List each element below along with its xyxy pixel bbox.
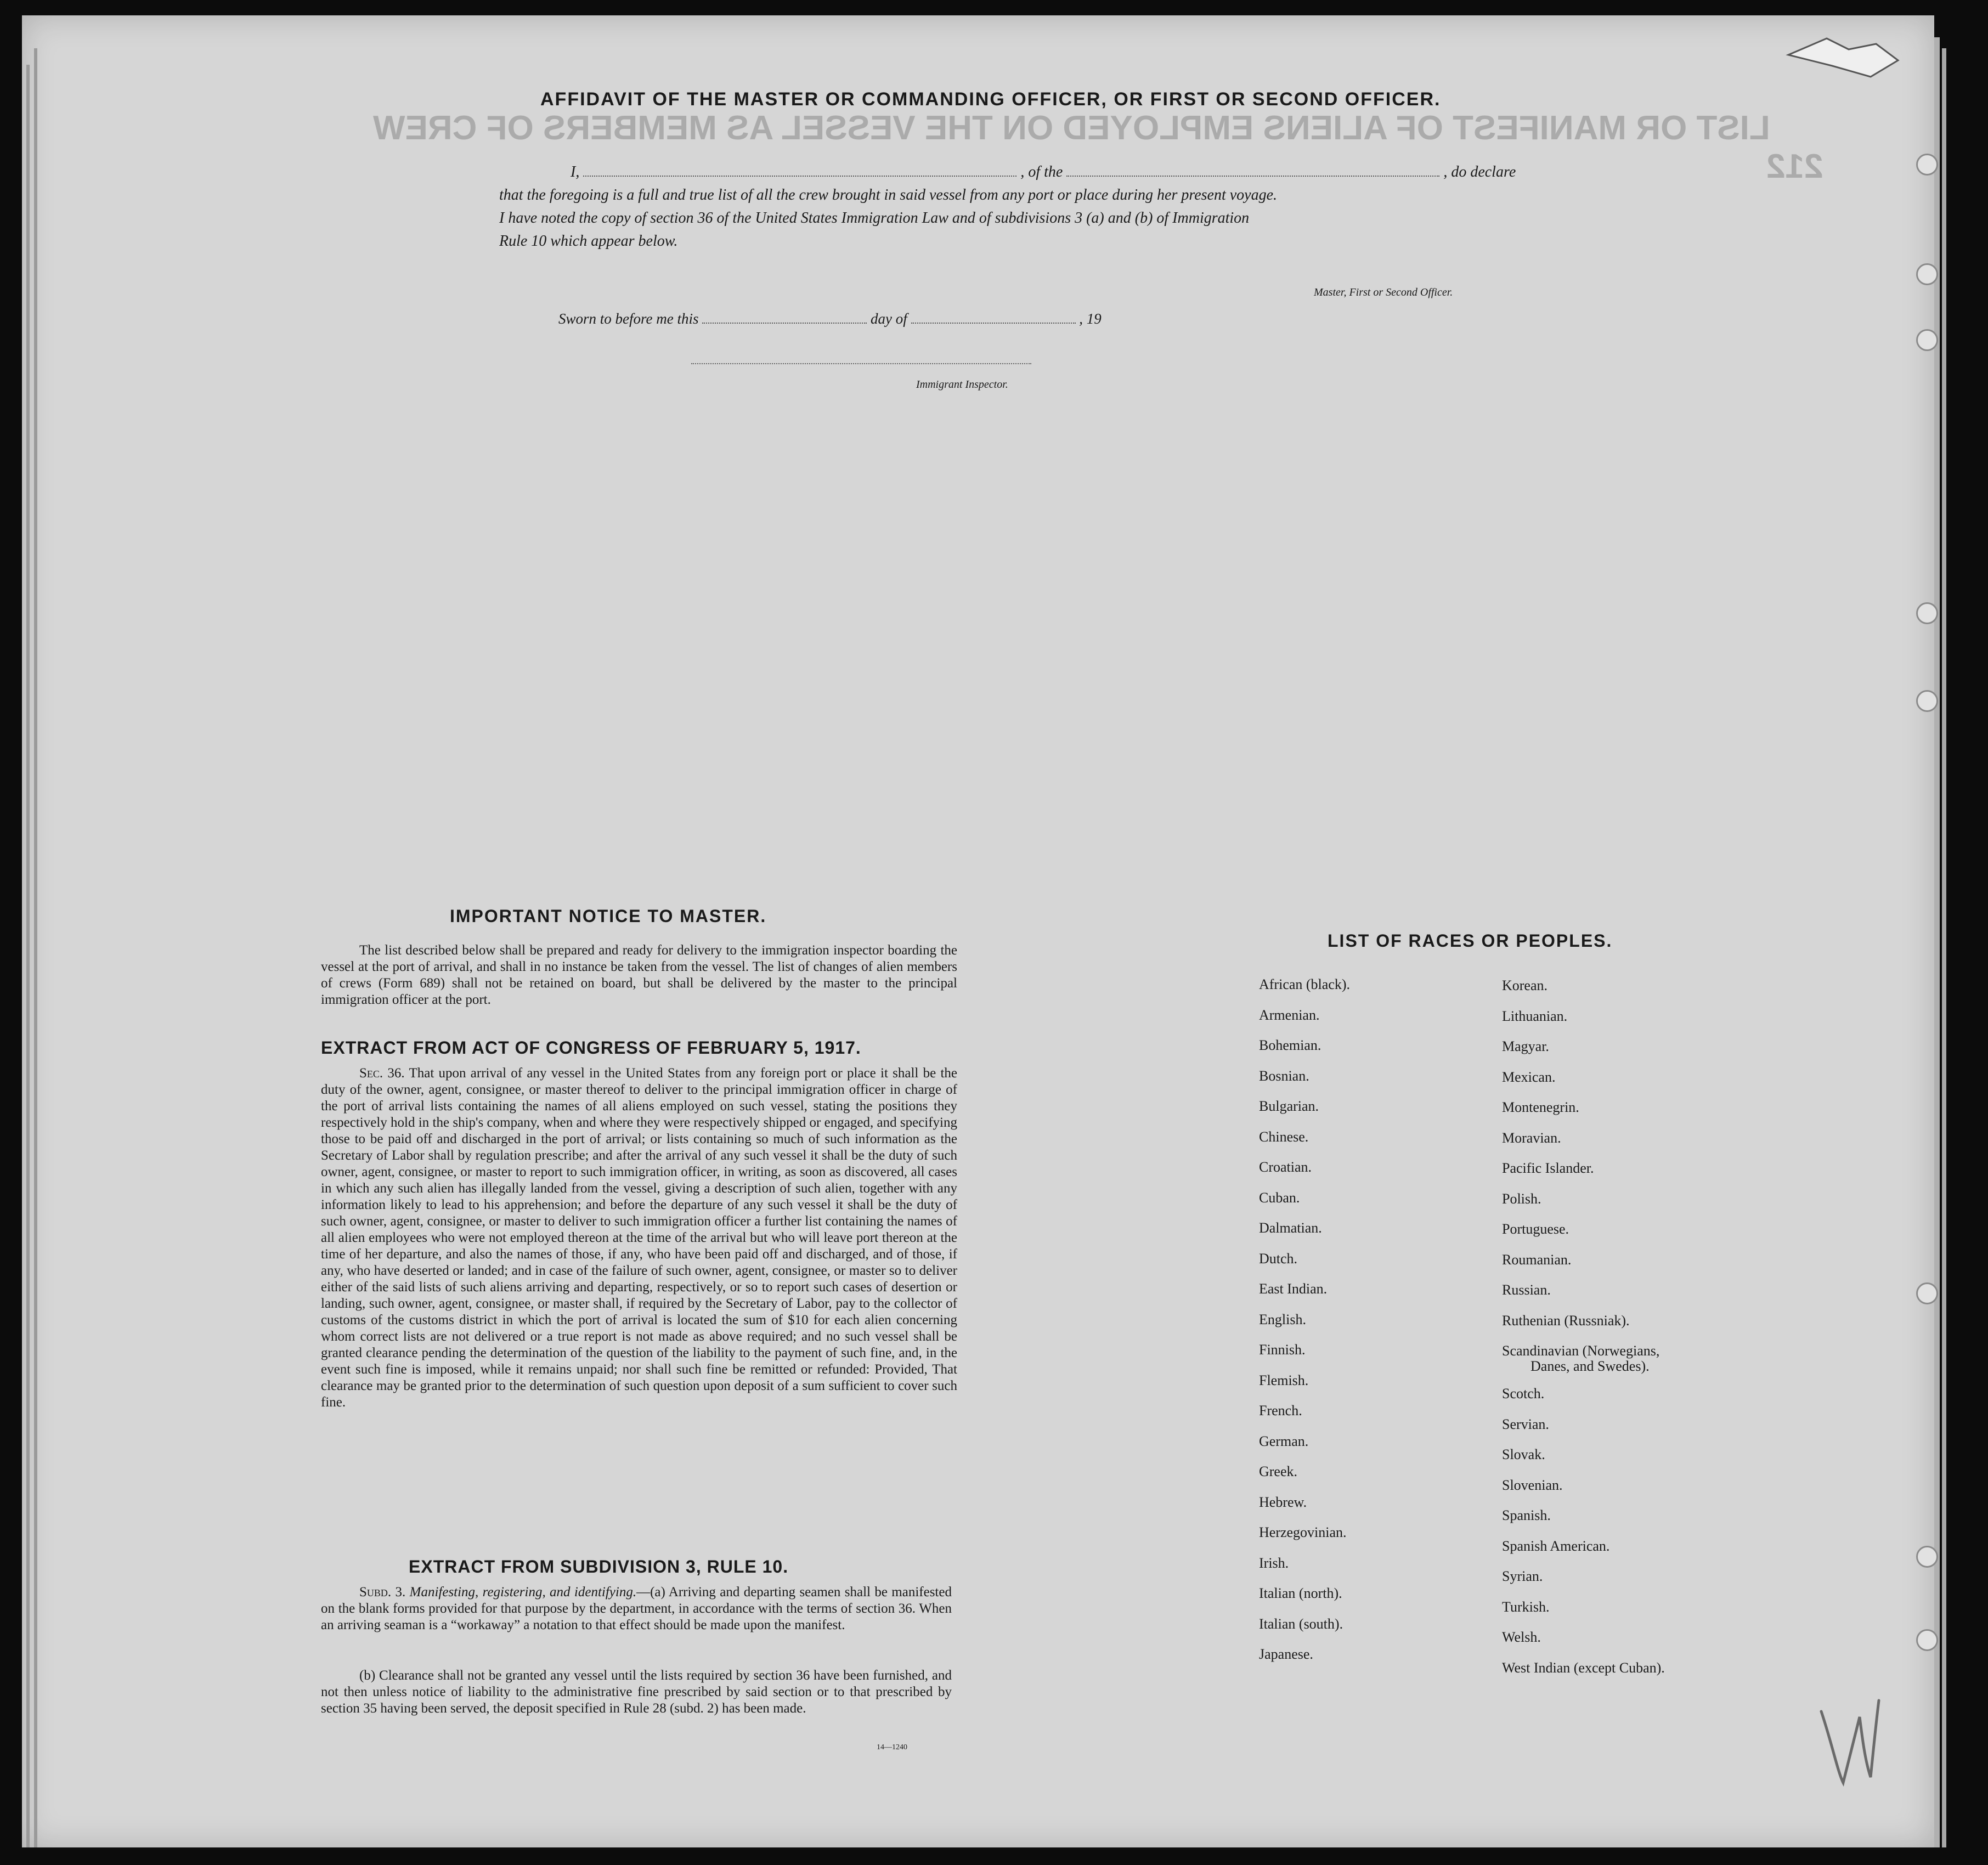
page-stack-edge bbox=[1934, 37, 1940, 1847]
race-item: Croatian. bbox=[1259, 1159, 1312, 1175]
punch-hole bbox=[1916, 602, 1938, 624]
race-item: Syrian. bbox=[1502, 1568, 1543, 1584]
race-item: Roumanian. bbox=[1502, 1251, 1572, 1268]
subd-label: Subd. 3. bbox=[359, 1585, 406, 1600]
race-item: Bohemian. bbox=[1259, 1037, 1321, 1053]
race-item: Greek. bbox=[1259, 1463, 1298, 1479]
race-item: Servian. bbox=[1502, 1416, 1549, 1432]
inspector-label: Immigrant Inspector. bbox=[916, 378, 1008, 391]
inspector-signature-line bbox=[691, 363, 1031, 364]
page-stack-edge bbox=[26, 65, 30, 1847]
race-item: Portuguese. bbox=[1502, 1221, 1569, 1237]
month-blank bbox=[911, 323, 1076, 324]
page-stack-edge bbox=[34, 48, 37, 1847]
bleedthrough-title: LIST OR MANIFEST OF ALIENS EMPLOYED ON THE VESSEL AS MEMBERS OF CREW bbox=[373, 109, 1770, 147]
day-blank bbox=[702, 323, 867, 324]
race-item: Italian (south). bbox=[1259, 1615, 1343, 1632]
race-item: Ruthenian (Russniak). bbox=[1502, 1312, 1630, 1329]
sworn-line bbox=[558, 310, 1102, 327]
race-item: East Indian. bbox=[1259, 1281, 1328, 1297]
race-item: Spanish. bbox=[1502, 1507, 1551, 1523]
extract-act-title: EXTRACT FROM ACT OF CONGRESS OF FEBRUARY 5, 1917. bbox=[321, 1038, 861, 1058]
race-item: Dalmatian. bbox=[1259, 1220, 1322, 1236]
bleedthrough-page-number: 212 bbox=[1766, 148, 1823, 185]
race-item: Mexican. bbox=[1502, 1069, 1556, 1085]
pencil-mark bbox=[1810, 1679, 1887, 1788]
extract-act-text bbox=[321, 1065, 957, 1411]
affidavit-line-3: I have noted the copy of section 36 of the United States Immigration Law and of subdivisions 3 (a) and (b) of Immigration bbox=[499, 210, 1250, 227]
punch-hole bbox=[1916, 154, 1938, 176]
race-item: Moravian. bbox=[1502, 1129, 1561, 1146]
sworn-prefix: Sworn to before me this bbox=[558, 310, 699, 327]
race-item: Magyar. bbox=[1502, 1038, 1549, 1054]
race-item: Danes, and Swedes). bbox=[1530, 1358, 1650, 1374]
race-item: Scandinavian (Norwegians, bbox=[1502, 1343, 1660, 1359]
subd-heading: Manifesting, registering, and identifying. bbox=[409, 1585, 637, 1600]
punch-hole bbox=[1916, 263, 1938, 285]
races-title: LIST OF RACES OR PEOPLES. bbox=[1328, 931, 1613, 951]
race-item: Bulgarian. bbox=[1259, 1098, 1319, 1114]
punch-hole bbox=[1916, 1282, 1938, 1304]
race-item: Chinese. bbox=[1259, 1128, 1309, 1145]
affidavit-i: I, bbox=[571, 163, 580, 180]
extract-rule-title: EXTRACT FROM SUBDIVISION 3, RULE 10. bbox=[409, 1557, 789, 1576]
race-item: Slovenian. bbox=[1502, 1477, 1563, 1493]
race-item: Flemish. bbox=[1259, 1372, 1309, 1388]
notice-text: The list described below shall be prepared and ready for delivery to the immigration inspector boarding the vessel at the port of arrival, and shall in no instance be taken from the vessel. The list of changes of alien members of crews (Form 689) shall not be retained on board, but shall be delivered by the master to the principal immigration officer at the port. bbox=[321, 943, 957, 1007]
affidavit-line-1 bbox=[571, 163, 1516, 181]
rule-para-a bbox=[321, 1584, 952, 1634]
notice-title: IMPORTANT NOTICE TO MASTER. bbox=[450, 906, 767, 926]
race-item: Montenegrin. bbox=[1502, 1099, 1579, 1115]
race-item: Turkish. bbox=[1502, 1598, 1550, 1615]
race-item: Korean. bbox=[1502, 977, 1548, 993]
torn-corner bbox=[1783, 33, 1904, 93]
subd-text-a: —(a) Arriving and departing seamen shall be manifested on the blank forms provided for that purpose by the department, in accordance with the terms of section 36. When an arriving seaman is a “workaway” a notation to that effect should be made upon the manifest. bbox=[321, 1585, 952, 1632]
race-item: Herzegovinian. bbox=[1259, 1524, 1347, 1540]
race-item: Russian. bbox=[1502, 1282, 1551, 1298]
affidavit-line-2: that the foregoing is a full and true list of all the crew brought in said vessel from any port or place during her present voyage. bbox=[499, 187, 1278, 204]
name-blank bbox=[583, 176, 1016, 177]
race-item: West Indian (except Cuban). bbox=[1502, 1659, 1665, 1676]
race-item: Hebrew. bbox=[1259, 1494, 1307, 1510]
race-item: Pacific Islander. bbox=[1502, 1160, 1594, 1176]
race-item: Italian (north). bbox=[1259, 1585, 1342, 1601]
affidavit-title: AFFIDAVIT OF THE MASTER OR COMMANDING OFFICER, OR FIRST OR SECOND OFFICER. bbox=[540, 89, 1441, 110]
document-page bbox=[22, 15, 1934, 1847]
vessel-blank bbox=[1066, 176, 1439, 177]
race-item: Cuban. bbox=[1259, 1189, 1300, 1206]
page-stack-edge bbox=[1942, 48, 1946, 1847]
race-item: African (black). bbox=[1259, 976, 1351, 992]
sworn-day-of: day of bbox=[871, 310, 907, 327]
punch-hole bbox=[1916, 329, 1938, 351]
race-item: Finnish. bbox=[1259, 1342, 1306, 1358]
section-text: That upon arrival of any vessel in the United States from any foreign port or place it shall be the duty of the owner, agent, consignee, or master thereof to deliver to the principal immigration officer in charge of the port of arrival lists containing the names of all aliens employed on such vessel, stating the positions they respectively hold in the ship's company, when and where they were respectively shipped or engaged, and specifying those to be paid off and discharged in the port of arrival; or lists containing so much of such information as the Secretary of Labor shall by regulation prescribe; and after the arrival of any such vessel it shall be the duty of such owner, agent, consignee, or master to report to such immigration officer, in writing, as soon as discovered, all cases in which any such alien has illegally landed from the vessel, giving a description of such alien, together with any information likely to lead to his apprehension; and before the departure of any such vessel it shall be the duty of such owner, agent, consignee, or master to deliver to such immigration officer a further list containing the names of all alien employees who were not employed thereon at the time of the arrival but who will leave port thereon at the time of her departure, and also the names of those, if any, who have been paid off and discharged, and of those, if any, who have deserted or landed; and in case of the failure of such owner, agent, consignee, or master so to deliver either of the said lists of such aliens arriving and departing, respectively, or so to report such cases of desertion or landing, such owner, agent, consignee, or master shall, if required by the Secretary of Labor, pay to the collector of customs of the customs district in which the port of arrival is located the sum of $10 for each alien concerning whom correct lists are not delivered or a true report is not made as above required; and no such vessel shall be granted clearance pending the determination of the question of the liability to the payment of such fine, and, in the event such fine is imposed, while it remains unpaid; nor shall such fine be remitted or refunded: Provided, That clearance may be granted prior to the determination of such question upon deposit of a sum sufficient to cover such fine. bbox=[321, 1066, 957, 1410]
race-item: Japanese. bbox=[1259, 1646, 1313, 1662]
race-item: Spanish American. bbox=[1502, 1538, 1610, 1554]
race-item: Scotch. bbox=[1502, 1386, 1545, 1401]
race-item: Bosnian. bbox=[1259, 1067, 1309, 1084]
punch-hole bbox=[1916, 1546, 1938, 1568]
race-item: Welsh. bbox=[1502, 1629, 1541, 1645]
punch-hole bbox=[1916, 690, 1938, 712]
rule-para-b: (b) Clearance shall not be granted any vessel until the lists required by section 36 have been furnished, and not then unless notice of liability to the administrative fine prescribed by said section or to that prescribed by section 35 having been served, the deposit specified in Rule 28 (subd. 2) has been made. bbox=[321, 1668, 952, 1716]
affidavit-line-4: Rule 10 which appear below. bbox=[499, 233, 678, 250]
race-item: French. bbox=[1259, 1403, 1302, 1418]
affidavit-declare: , do declare bbox=[1443, 163, 1516, 180]
race-item: Dutch. bbox=[1259, 1250, 1298, 1267]
race-item: Armenian. bbox=[1259, 1007, 1320, 1023]
signature-label: Master, First or Second Officer. bbox=[1314, 286, 1453, 298]
race-item: Polish. bbox=[1502, 1190, 1541, 1207]
race-item: Irish. bbox=[1259, 1555, 1289, 1571]
sworn-year: , 19 bbox=[1079, 310, 1102, 327]
race-item: English. bbox=[1259, 1311, 1306, 1327]
section-label: Sec. 36. bbox=[359, 1066, 405, 1081]
race-item: German. bbox=[1259, 1433, 1309, 1449]
punch-hole bbox=[1916, 1629, 1938, 1651]
race-item: Slovak. bbox=[1502, 1446, 1545, 1462]
race-item: Lithuanian. bbox=[1502, 1008, 1568, 1024]
form-number: 14—1240 bbox=[877, 1743, 907, 1751]
affidavit-of-the: , of the bbox=[1020, 163, 1063, 180]
